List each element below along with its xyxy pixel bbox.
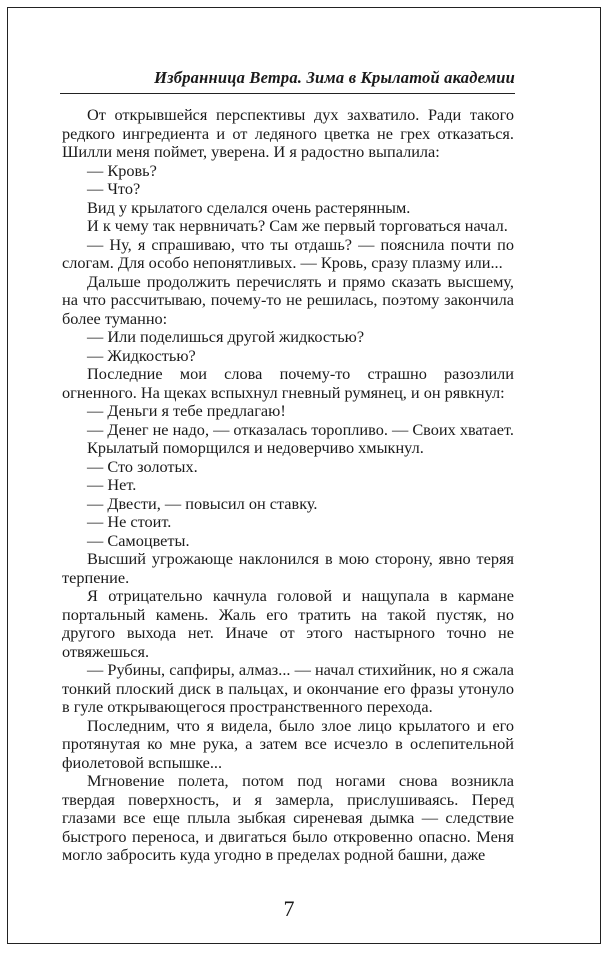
paragraph: — Рубины, сапфиры, алмаз... — начал стихийник, но я сжала тонкий плоский диск в пальцах, и окончание его фразы утонуло в гуле открывающегося пространственного перехода. xyxy=(62,660,514,716)
paragraph: Последним, что я видела, было злое лицо крылатого и его протянутая ко мне рука, а затем все исчезло в ослепительной фиолетовой вспышке... xyxy=(62,715,514,772)
paragraph: Крылатый поморщился и недоверчиво хмыкнул. xyxy=(87,438,424,457)
paragraph: — Деньги я тебе предлагаю! xyxy=(87,401,286,420)
paragraph: — Двести, — повысил он ставку. xyxy=(87,493,318,513)
paragraph: Мгновение полета, потом под ногами снова возникла твердая поверхность, и я замерла, прислушиваясь. Перед глазами все еще плыла зыбкая сиреневая дымка — следствие быстрого переноса, и двигаться было откровенно опасно. Меня могло забросить куда угодно в пределах родной башни, даже xyxy=(62,771,514,864)
paragraph: — Кровь? xyxy=(87,160,157,180)
paragraph: И к чему так нервничать? Сам же первый торговаться начал. xyxy=(87,216,508,235)
paragraph: Высший угрожающе наклонился в мою сторону, явно теряя терпение. xyxy=(62,549,514,587)
paragraph: Вид у крылатого сделался очень растерянным. xyxy=(87,197,411,217)
paragraph: — Жидкостью? xyxy=(87,345,196,365)
paragraph: — Самоцветы. xyxy=(87,530,190,550)
paragraph: — Ну, я спрашиваю, что ты отдашь? — пояснила почти по слогам. Для особо непонятливых. — Кровь, сразу плазму или... xyxy=(62,234,514,272)
paragraph: От открывшейся перспективы дух захватило. Ради такого редкого ингредиента и от ледяного цветка не грех отказаться. Шилли меня поймет, уверена. И я радостно выпалила: xyxy=(62,105,514,161)
paragraph: — Сто золотых. xyxy=(87,456,198,476)
paragraph: — Что? xyxy=(87,179,141,198)
paragraph: Я отрицательно качнула головой и нащупала в кармане портальный камень. Жаль его тратить на такой пустяк, но другого выхода нет. Иначе от этого настырного точно не отвяжешься. xyxy=(62,586,514,661)
paragraph: — Не стоит. xyxy=(87,512,172,531)
running-head: Избранница Ветра. Зима в Крылатой академии xyxy=(154,68,515,87)
paragraph: — Денег не надо, — отказалась торопливо. — Своих хватает. xyxy=(87,419,514,439)
page-number: 7 xyxy=(283,896,295,921)
body-text xyxy=(62,106,514,865)
paragraph: — Нет. xyxy=(87,475,137,494)
paragraph: Дальше продолжить перечислять и прямо сказать высшему, на что рассчитываю, почему-то не решилась, поэтому закончила более туманно: xyxy=(62,271,514,328)
header-rule xyxy=(60,93,515,94)
paragraph: — Или поделишься другой жидкостью? xyxy=(87,327,365,346)
paragraph: Последние мои слова почему-то страшно разозлили огненного. На щеках вспыхнул гневный румянец, и он рявкнул: xyxy=(62,364,514,402)
